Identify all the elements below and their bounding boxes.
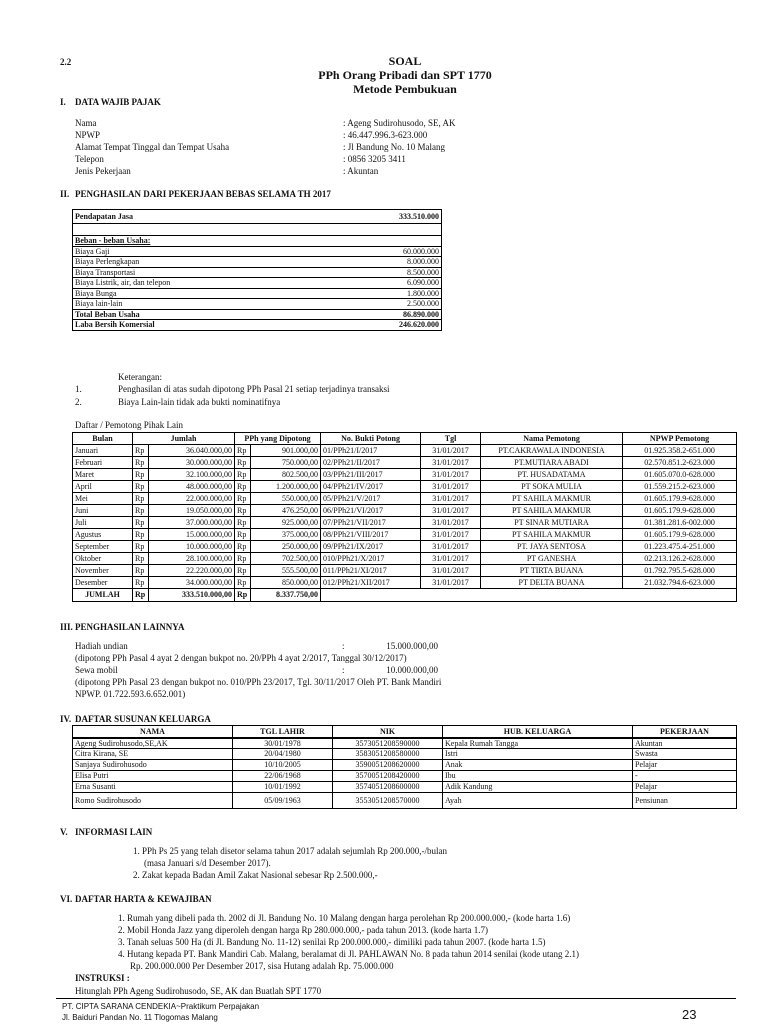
family-row (73, 771, 737, 782)
pemotong-row (73, 553, 737, 565)
cell-no-bukti: 03/PPh21/III/2017 (321, 469, 421, 481)
cell-tgl: 31/01/2017 (421, 457, 481, 469)
cell-no-bukti: 07/PPh21/VII/2017 (321, 517, 421, 529)
section-3-title: PENGHASILAN LAINNYA (75, 622, 185, 632)
income-statement (72, 209, 442, 331)
section-2-title: PENGHASILAN DARI PEKERJAAN BEBAS SELAMA TH 2017 (75, 189, 331, 199)
cell-tgl-lahir: 30/01/1978 (233, 738, 333, 749)
beban-value: 8.500.000 (407, 267, 439, 277)
beban-label: Biaya Perlengkapan (75, 257, 140, 267)
cell-pekerjaan: Pelajar (633, 782, 737, 793)
cell-nama: Erna Susanti (73, 782, 233, 793)
cell-jumlah-rp: Rp (133, 505, 149, 517)
cell-pph: 925.000,00 (251, 517, 321, 529)
laba-label: Laba Bersih Komersial (75, 320, 155, 330)
laba-row (73, 320, 441, 331)
info-item: 1. PPh Ps 25 yang telah disetor selama tahun 2017 adalah sejumlah Rp 200.000,-/bulan (133, 846, 447, 856)
pemotong-row (73, 517, 737, 529)
section-number: 2.2 (60, 57, 72, 67)
section-2-number: II. (60, 189, 70, 199)
title-method: Metode Pembukuan (353, 82, 457, 96)
cell-nama-pemotong: PT SAHILA MAKMUR (481, 529, 623, 541)
cell-nik: 3590051208620000 (333, 760, 443, 771)
pendapatan-label: Pendapatan Jasa (75, 211, 134, 221)
cell-nama-pemotong: PT. JAYA SENTOSA (481, 541, 623, 553)
beban-label: Biaya Bunga (75, 288, 117, 298)
cell-jumlah-rp: Rp (133, 553, 149, 565)
cell-npwp-pemotong: 01.605.070.0-628.000 (623, 469, 737, 481)
pemotong-row (73, 577, 737, 589)
taxpayer-value: : 46.447.996.3-623.000 (343, 130, 428, 140)
keterangan-text: Penghasilan di atas sudah dipotong PPh Pasal 21 setiap terjadinya transaksi (118, 384, 390, 394)
taxpayer-row (75, 154, 495, 166)
cell-no-bukti: 010/PPh21/X/2017 (321, 553, 421, 565)
pemotong-row (73, 529, 737, 541)
beban-row (73, 246, 441, 257)
cell-hub-keluarga: Istri (443, 749, 633, 760)
title-subject: PPh Orang Pribadi dan SPT 1770 (318, 68, 492, 82)
cell-tgl-lahir: 10/10/2005 (233, 760, 333, 771)
cell-nama-pemotong: PT SOKA MULIA (481, 481, 623, 493)
cell-npwp-pemotong: 01.381.281.6-002.000 (623, 517, 737, 529)
total-jumlah: 333.510.000,00 (149, 589, 235, 602)
cell-jumlah: 32.100.000,00 (149, 469, 235, 481)
beban-header: Beban - beban Usaha: (75, 235, 151, 245)
cell-tgl: 31/01/2017 (421, 565, 481, 577)
instruksi-title: INSTRUKSI : (75, 973, 130, 983)
cell-hub-keluarga: Kepala Rumah Tangga (443, 738, 633, 749)
cell-pph-rp: Rp (235, 577, 251, 589)
cell-no-bukti: 011/PPh21/XI/2017 (321, 565, 421, 577)
cell-nama: Ageng Sudirohusodo,SE,AK (73, 738, 233, 749)
section-4-number: IV. (60, 714, 72, 724)
cell-nama-pemotong: PT DELTA BUANA (481, 577, 623, 589)
harta-item: 4. Hutang kepada PT. Bank Mandiri Cab. Malang, beralamat di Jl. PAHLAWAN No. 8 pada tahun 2014 senilai (kode utang 2.1) (118, 949, 579, 959)
cell-jumlah: 10.000.000,00 (149, 541, 235, 553)
taxpayer-value: : 0856 3205 3411 (343, 154, 406, 164)
cell-bulan: Januari (73, 445, 133, 457)
sewa-npwp: NPWP. 01.722.593.6.652.001) (75, 689, 186, 699)
harta-item: 1. Rumah yang dibeli pada th. 2002 di Jl. Bandung No. 10 Malang dengan harga perolehan Rp 200.000.000,- (kode harta 1.6) (118, 913, 571, 923)
cell-pph-rp: Rp (235, 469, 251, 481)
cell-jumlah-rp: Rp (133, 469, 149, 481)
header-nama-pemotong: Nama Pemotong (481, 433, 623, 445)
hadiah-label: Hadiah undian (75, 641, 128, 651)
cell-jumlah: 37.000.000,00 (149, 517, 235, 529)
pemotong-row (73, 481, 737, 493)
hadiah-value: 15.000.000,00 (386, 641, 438, 651)
cell-pph: 476.250,00 (251, 505, 321, 517)
header-nik: NIK (333, 726, 443, 738)
cell-pph-rp: Rp (235, 457, 251, 469)
beban-value: 8.000.000 (407, 257, 439, 267)
cell-bulan: Februari (73, 457, 133, 469)
cell-nik: 3553051208570000 (333, 793, 443, 809)
cell-no-bukti: 012/PPh21/XII/2017 (321, 577, 421, 589)
cell-nik: 3573051208590000 (333, 738, 443, 749)
cell-npwp-pemotong: 02.570.851.2-623.000 (623, 457, 737, 469)
header-pph: PPh yang Dipotong (235, 433, 321, 445)
section-5-number: V. (60, 827, 68, 837)
section-5-title: INFORMASI LAIN (75, 827, 153, 837)
cell-pph: 750.000,00 (251, 457, 321, 469)
family-row (73, 793, 737, 809)
cell-tgl: 31/01/2017 (421, 505, 481, 517)
cell-jumlah: 36.040.000,00 (149, 445, 235, 457)
pemotong-table (72, 432, 736, 602)
section-4-title: DAFTAR SUSUNAN KELUARGA (75, 714, 211, 724)
page-title (250, 54, 560, 96)
header-jumlah: Jumlah (133, 433, 235, 445)
total-rp: Rp (133, 589, 149, 602)
section-6-number: VI. (60, 894, 73, 904)
header-pekerjaan: PEKERJAAN (633, 726, 737, 738)
pemotong-row (73, 457, 737, 469)
cell-npwp-pemotong: 01.605.179.9-628.000 (623, 505, 737, 517)
cell-nama: Sanjaya Sudirohusodo (73, 760, 233, 771)
cell-npwp-pemotong: 01.925.358.2-651.000 (623, 445, 737, 457)
cell-hub-keluarga: Adik Kandung (443, 782, 633, 793)
harta-item-cont: Rp. 200.000.000 Per Desember 2017, sisa Hutang adalah Rp. 75.000.000 (130, 961, 394, 971)
info-item: 2. Zakat kepada Badan Amil Zakat Nasional sebesar Rp 2.500.000,- (133, 870, 378, 880)
cell-nama-pemotong: PT. HUSADATAMA (481, 469, 623, 481)
cell-pph-rp: Rp (235, 481, 251, 493)
cell-no-bukti: 04/PPh21/IV/2017 (321, 481, 421, 493)
cell-jumlah-rp: Rp (133, 577, 149, 589)
cell-pph-rp: Rp (235, 553, 251, 565)
cell-pph: 901.000,00 (251, 445, 321, 457)
cell-pph: 1.200.000,00 (251, 481, 321, 493)
cell-pekerjaan: Akuntan (633, 738, 737, 749)
cell-pekerjaan: - (633, 771, 737, 782)
cell-jumlah: 48.000.000,00 (149, 481, 235, 493)
cell-tgl: 31/01/2017 (421, 553, 481, 565)
cell-tgl-lahir: 05/09/1963 (233, 793, 333, 809)
cell-nik: 3570051208420000 (333, 771, 443, 782)
cell-pph: 550.000,00 (251, 493, 321, 505)
footer-company: PT. CIPTA SARANA CENDEKIA~Praktikum Perpajakan (62, 1002, 260, 1011)
cell-pekerjaan: Pelajar (633, 760, 737, 771)
hadiah-note: (dipotong PPh Pasal 4 ayat 2 dengan bukpot no. 20/PPh 4 ayat 2/2017, Tanggal 30/12/2017) (75, 653, 407, 663)
header-no-bukti: No. Bukti Potong (321, 433, 421, 445)
info-item-cont: (masa Januari s/d Desember 2017). (144, 858, 271, 868)
cell-no-bukti: 02/PPh21/II/2017 (321, 457, 421, 469)
cell-nik: 3574051208600000 (333, 782, 443, 793)
cell-jumlah: 28.100.000,00 (149, 553, 235, 565)
header-bulan: Bulan (73, 433, 133, 445)
family-table (72, 725, 736, 809)
title-soal: SOAL (388, 54, 422, 68)
taxpayer-row (75, 130, 495, 142)
beban-row (73, 257, 441, 268)
cell-hub-keluarga: Ayah (443, 793, 633, 809)
cell-npwp-pemotong: 01.223.475.4-251.000 (623, 541, 737, 553)
total-pph: 8.337.750,00 (251, 589, 321, 602)
total-beban-row (73, 309, 441, 320)
cell-tgl-lahir: 22/06/1968 (233, 771, 333, 782)
cell-bulan: Agustus (73, 529, 133, 541)
cell-npwp-pemotong: 01.559.215.2-623.000 (623, 481, 737, 493)
cell-jumlah-rp: Rp (133, 493, 149, 505)
beban-value: 6.090.000 (407, 278, 439, 288)
taxpayer-value: : Jl Bandung No. 10 Malang (343, 142, 445, 152)
page-number: 23 (682, 1007, 697, 1022)
sewa-label: Sewa mobil (75, 665, 118, 675)
harta-item: 2. Mobil Honda Jazz yang diperoleh dengan harga Rp 280.000.000,- pada tahun 2013. (kode harta 1.7) (118, 925, 488, 935)
pemotong-caption: Daftar / Pemotong Pihak Lain (75, 420, 183, 430)
cell-nama-pemotong: PT SAHILA MAKMUR (481, 493, 623, 505)
pemotong-row (73, 469, 737, 481)
cell-jumlah-rp: Rp (133, 517, 149, 529)
cell-no-bukti: 08/PPh21/VIII/2017 (321, 529, 421, 541)
cell-hub-keluarga: Anak (443, 760, 633, 771)
taxpayer-row (75, 118, 495, 130)
cell-pekerjaan: Pensiunan (633, 793, 737, 809)
family-header-row (73, 726, 737, 738)
cell-no-bukti: 01/PPh21/I/2017 (321, 445, 421, 457)
taxpayer-label: NPWP (75, 130, 101, 140)
cell-npwp-pemotong: 01.605.179.9-628.000 (623, 529, 737, 541)
cell-pph-rp: Rp (235, 565, 251, 577)
cell-nama-pemotong: PT GANESHA (481, 553, 623, 565)
pemotong-total-row (73, 589, 737, 602)
section-1-number: I. (60, 97, 66, 107)
pemotong-row (73, 565, 737, 577)
header-npwp-pemotong: NPWP Pemotong (623, 433, 737, 445)
cell-tgl-lahir: 20/04/1980 (233, 749, 333, 760)
cell-jumlah: 15.000.000,00 (149, 529, 235, 541)
cell-bulan: Maret (73, 469, 133, 481)
beban-row (73, 299, 441, 310)
header-hub-keluarga: HUB. KELUARGA (443, 726, 633, 738)
beban-header-row (73, 235, 441, 246)
family-row (73, 782, 737, 793)
family-row (73, 749, 737, 760)
pemotong-row (73, 445, 737, 457)
keterangan-num: 1. (75, 384, 82, 394)
cell-pph-rp: Rp (235, 493, 251, 505)
taxpayer-row (75, 142, 495, 154)
taxpayer-label: Telepon (75, 154, 104, 164)
cell-pph: 375.000,00 (251, 529, 321, 541)
cell-jumlah: 30.000.000,00 (149, 457, 235, 469)
cell-jumlah-rp: Rp (133, 565, 149, 577)
cell-jumlah-rp: Rp (133, 457, 149, 469)
header-nama: NAMA (73, 726, 233, 738)
cell-nama: Citra Kirana, SE (73, 749, 233, 760)
cell-nama: Elisa Putri (73, 771, 233, 782)
instruksi-text: Hitunglah PPh Ageng Sudirohusodo, SE, AK dan Buatlah SPT 1770 (75, 986, 322, 996)
total-beban-value: 86.890.000 (403, 309, 439, 319)
pendapatan-row (73, 210, 441, 223)
cell-pph-rp: Rp (235, 529, 251, 541)
cell-bulan: Mei (73, 493, 133, 505)
cell-nik: 3583051208580000 (333, 749, 443, 760)
cell-bulan: April (73, 481, 133, 493)
beban-label: Biaya lain-lain (75, 299, 123, 309)
cell-tgl: 31/01/2017 (421, 541, 481, 553)
cell-pekerjaan: Swasta (633, 749, 737, 760)
total-rp-pph: Rp (235, 589, 251, 602)
harta-item: 3. Tanah seluas 500 Ha (di Jl. Bandung No. 11-12) senilai Rp 200.000.000,- dimiliki pada tahun 2007. (kode harta 1.5) (118, 937, 546, 947)
sewa-note: (dipotong PPh Pasal 23 dengan bukpot no. 010/PPh 23/2017, Tgl. 30/11/2017 Oleh PT. Bank Mandiri (75, 677, 442, 687)
taxpayer-data (75, 118, 495, 178)
cell-nama-pemotong: PT.CAKRAWALA INDONESIA (481, 445, 623, 457)
cell-bulan: November (73, 565, 133, 577)
pemotong-header-row (73, 433, 737, 445)
beban-value: 1.800.000 (407, 288, 439, 298)
cell-tgl: 31/01/2017 (421, 577, 481, 589)
cell-bulan: Oktober (73, 553, 133, 565)
cell-npwp-pemotong: 02.213.126.2-628.000 (623, 553, 737, 565)
hadiah-colon: : (342, 641, 345, 651)
cell-jumlah: 34.000.000,00 (149, 577, 235, 589)
blank-row (73, 223, 441, 235)
taxpayer-label: Nama (75, 118, 97, 128)
taxpayer-row (75, 166, 495, 178)
total-label: JUMLAH (73, 589, 133, 602)
cell-pph: 250.000,00 (251, 541, 321, 553)
sewa-value: 10.000.000,00 (386, 665, 438, 675)
cell-npwp-pemotong: 01.792.795.5-628.000 (623, 565, 737, 577)
header-tgl: Tgl (421, 433, 481, 445)
footer-address: Jl. Baiduri Pandan No. 11 Tlogomas Malang (62, 1013, 218, 1022)
section-6-title: DAFTAR HARTA & KEWAJIBAN (75, 894, 212, 904)
cell-tgl: 31/01/2017 (421, 445, 481, 457)
keterangan-text: Biaya Lain-lain tidak ada bukti nominatifnya (118, 397, 281, 407)
cell-pph: 702.500,00 (251, 553, 321, 565)
cell-jumlah: 22.220.000,00 (149, 565, 235, 577)
beban-row (73, 278, 441, 289)
cell-tgl-lahir: 10/01/1992 (233, 782, 333, 793)
cell-bulan: Juni (73, 505, 133, 517)
cell-bulan: September (73, 541, 133, 553)
cell-npwp-pemotong: 21.032.794.6-623.000 (623, 577, 737, 589)
sewa-colon: : (342, 665, 345, 675)
cell-npwp-pemotong: 01.605.179.9-628.000 (623, 493, 737, 505)
cell-nama-pemotong: PT SINAR MUTIARA (481, 517, 623, 529)
header-tgl-lahir: TGL LAHIR (233, 726, 333, 738)
cell-pph-rp: Rp (235, 445, 251, 457)
cell-jumlah-rp: Rp (133, 445, 149, 457)
family-row (73, 760, 737, 771)
pemotong-row (73, 505, 737, 517)
cell-jumlah-rp: Rp (133, 481, 149, 493)
cell-jumlah: 19.050.000,00 (149, 505, 235, 517)
cell-jumlah-rp: Rp (133, 529, 149, 541)
cell-pph-rp: Rp (235, 517, 251, 529)
section-1-title: DATA WAJIB PAJAK (75, 97, 161, 107)
total-beban-label: Total Beban Usaha (75, 309, 140, 319)
cell-no-bukti: 06/PPh21/VI/2017 (321, 505, 421, 517)
beban-label: Biaya Transportasi (75, 267, 136, 277)
cell-pph: 850.000,00 (251, 577, 321, 589)
cell-tgl: 31/01/2017 (421, 517, 481, 529)
cell-nama-pemotong: PT.MUTIARA ABADI (481, 457, 623, 469)
family-row (73, 738, 737, 749)
taxpayer-value: : Akuntan (343, 166, 379, 176)
cell-nama: Romo Sudirohusodo (73, 793, 233, 809)
cell-bulan: Juli (73, 517, 133, 529)
cell-no-bukti: 05/PPh21/V/2017 (321, 493, 421, 505)
footer-divider (56, 998, 736, 999)
cell-jumlah-rp: Rp (133, 541, 149, 553)
beban-row (73, 288, 441, 299)
cell-tgl: 31/01/2017 (421, 481, 481, 493)
cell-pph-rp: Rp (235, 541, 251, 553)
beban-value: 60.000.000 (403, 246, 439, 256)
cell-tgl: 31/01/2017 (421, 493, 481, 505)
cell-tgl: 31/01/2017 (421, 529, 481, 541)
cell-tgl: 31/01/2017 (421, 469, 481, 481)
taxpayer-label: Jenis Pekerjaan (75, 166, 131, 176)
cell-nama-pemotong: PT TIRTA BUANA (481, 565, 623, 577)
laba-value: 246.620.000 (399, 320, 439, 330)
beban-label: Biaya Listrik, air, dan telepon (75, 278, 171, 288)
section-3-number: III. (60, 622, 73, 632)
cell-bulan: Desember (73, 577, 133, 589)
pemotong-row (73, 493, 737, 505)
cell-hub-keluarga: Ibu (443, 771, 633, 782)
pemotong-row (73, 541, 737, 553)
cell-nama-pemotong: PT SAHILA MAKMUR (481, 505, 623, 517)
keterangan-num: 2. (75, 397, 82, 407)
beban-row (73, 267, 441, 278)
keterangan-title: Keterangan: (118, 372, 162, 382)
taxpayer-value: : Ageng Sudirohusodo, SE, AK (343, 118, 456, 128)
taxpayer-label: Alamat Tempat Tinggal dan Tempat Usaha (75, 142, 230, 152)
cell-jumlah: 22.000.000,00 (149, 493, 235, 505)
beban-label: Biaya Gaji (75, 246, 110, 256)
cell-no-bukti: 09/PPh21/IX/2017 (321, 541, 421, 553)
cell-pph-rp: Rp (235, 505, 251, 517)
cell-pph: 802.500,00 (251, 469, 321, 481)
pendapatan-value: 333.510.000 (399, 211, 439, 221)
cell-pph: 555.500,00 (251, 565, 321, 577)
beban-value: 2.500.000 (407, 299, 439, 309)
